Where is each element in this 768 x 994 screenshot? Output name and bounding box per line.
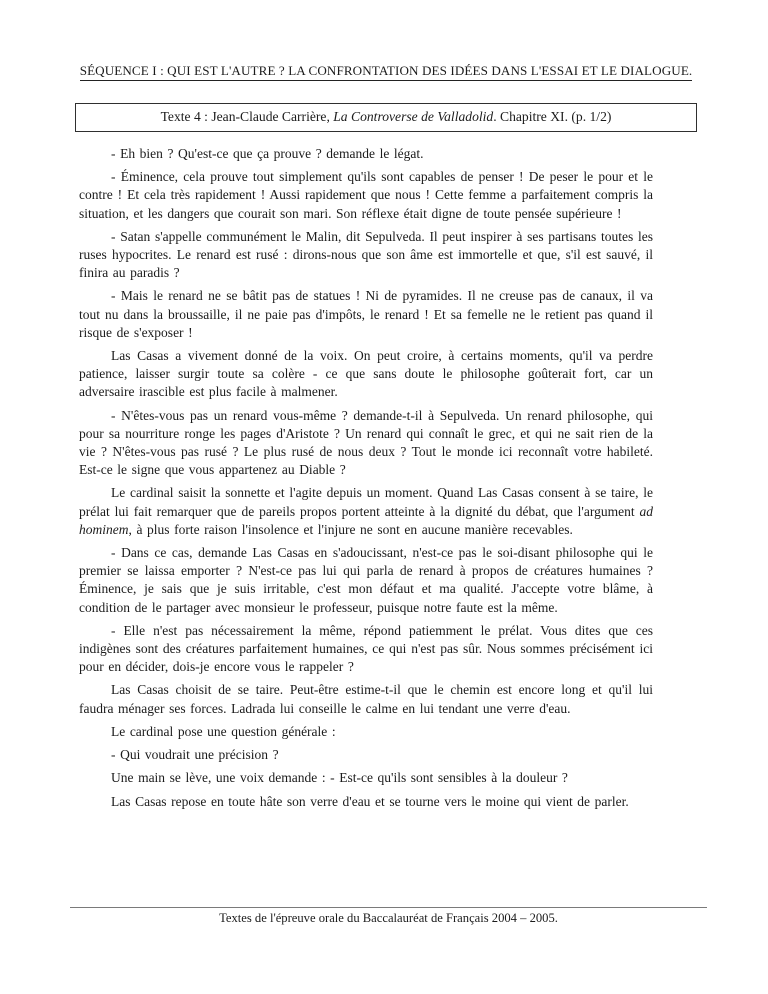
title-suffix: . Chapitre XI. (p. 1/2) [493, 109, 612, 124]
paragraph [79, 769, 653, 787]
paragraph-segment-italic: ad hominem [79, 503, 653, 537]
title-prefix: Texte 4 : Jean-Claude Carrière, [160, 109, 334, 124]
sequence-header [75, 63, 697, 81]
paragraph-segment: Le cardinal saisit la sonnette et l'agite depuis un moment. Quand Las Casas consent à se taire, le prélat lui fait remarquer que de pareils propos portent atteinte à la dignité du débat, que l'argument [79, 485, 653, 519]
paragraph [79, 228, 653, 283]
paragraph [79, 347, 653, 402]
document-body [79, 145, 653, 811]
paragraph [79, 723, 653, 741]
text-title-box [75, 103, 697, 132]
paragraph-segment: Las Casas choisit de se taire. Peut-être estime-t-il que le chemin est encore long et qu'il lui faudra ménager ses forces. Ladrada lui conseille le calme en lui tendant une verre d'eau. [79, 682, 653, 716]
paragraph [79, 622, 653, 677]
paragraph-segment: - Dans ce cas, demande Las Casas en s'adoucissant, n'est-ce pas le soi-disant philosophe qui le premier se laissa emporter ? N'est-ce pas lui qui parla de renard à propos de créatures humaines ? Éminence, je sais que je suis irritable, c'est mon défaut et ma qualité. J'accepte votre blâme, à condition de le partager avec monsieur le professeur, puisque notre faute est la même. [79, 545, 653, 615]
paragraph-segment: Une main se lève, une voix demande : - Est-ce qu'ils sont sensibles à la douleur ? [111, 770, 568, 786]
paragraph [79, 145, 653, 163]
paragraph-segment: Las Casas repose en toute hâte son verre d'eau et se tourne vers le moine qui vient de parler. [111, 793, 629, 809]
paragraph [79, 544, 653, 617]
paragraph [79, 287, 653, 342]
paragraph-segment: - Mais le renard ne se bâtit pas de statues ! Ni de pyramides. Il ne creuse pas de canaux, il va tout nu dans la broussaille, il ne paie pas d'impôts, le renard ! Et sa femelle ne le retient pas quand il risque de s'exposer ! [79, 288, 653, 340]
paragraph [79, 746, 653, 764]
paragraph [79, 793, 653, 811]
sequence-header-text: SÉQUENCE I : QUI EST L'AUTRE ? LA CONFRONTATION DES IDÉES DANS L'ESSAI ET LE DIALOGUE. [80, 63, 693, 81]
paragraph [79, 484, 653, 539]
paragraph [79, 168, 653, 223]
paragraph-segment: - Eh bien ? Qu'est-ce que ça prouve ? demande le légat. [111, 146, 424, 161]
paragraph-segment: - Qui voudrait une précision ? [111, 747, 279, 763]
title-work-name: La Controverse de Valladolid [333, 109, 494, 124]
page-footer [70, 907, 707, 926]
paragraph-segment: Las Casas a vivement donné de la voix. On peut croire, à certains moments, qu'il va perdre patience, laisser surgir toute sa colère - ce que sans doute le philosophe goûterait fort, car un adversaire irascible est plus facile à malmener. [79, 348, 653, 400]
paragraph-segment: Le cardinal pose une question générale : [111, 723, 336, 739]
footer-text: Textes de l'épreuve orale du Baccalauréat de Français 2004 – 2005. [219, 911, 558, 925]
paragraph [79, 681, 653, 717]
paragraph-segment: - N'êtes-vous pas un renard vous-même ? demande-t-il à Sepulveda. Un renard philosophe, qui pour sa nourriture ronge les pages d'Aristote ? Un renard qui connaît le grec, et qui ne sait rien de la vie ? N'êtes-vous pas rusé ? Le plus rusé de nous deux ? Tout le monde ici reconnaît votre habileté. Est-ce le signe que vous appartenez au Diable ? [79, 407, 653, 478]
paragraph [79, 407, 653, 480]
paragraph-segment: - Elle n'est pas nécessairement la même, répond patiemment le prélat. Vous dites que ces indigènes sont des créatures parfaitement humaines, ce qui n'est pas sûr. Nous sommes précisément ici pour en décider, dois-je encore vous le rappeler ? [79, 622, 653, 675]
paragraph-segment: , à plus forte raison l'insolence et l'injure ne sont en aucune manière recevables. [128, 521, 573, 537]
paragraph-segment: - Satan s'appelle communément le Malin, dit Sepulveda. Il peut inspirer à ses partisans toutes les ruses hypocrites. Le renard est rusé : dirons-nous que son âme est immortelle et que, s'il est sauvé, il finira au paradis ? [79, 228, 653, 281]
paragraph-segment: - Éminence, cela prouve tout simplement qu'ils sont capables de penser ! De peser le pour et le contre ! Et cela très rapidement ! Aussi rapidement que nous ! Cette femme a parfaitement compris la situation, et les dangers que courait son mari. Son réflexe était digne de toute pensée supérieure ! [79, 169, 653, 221]
